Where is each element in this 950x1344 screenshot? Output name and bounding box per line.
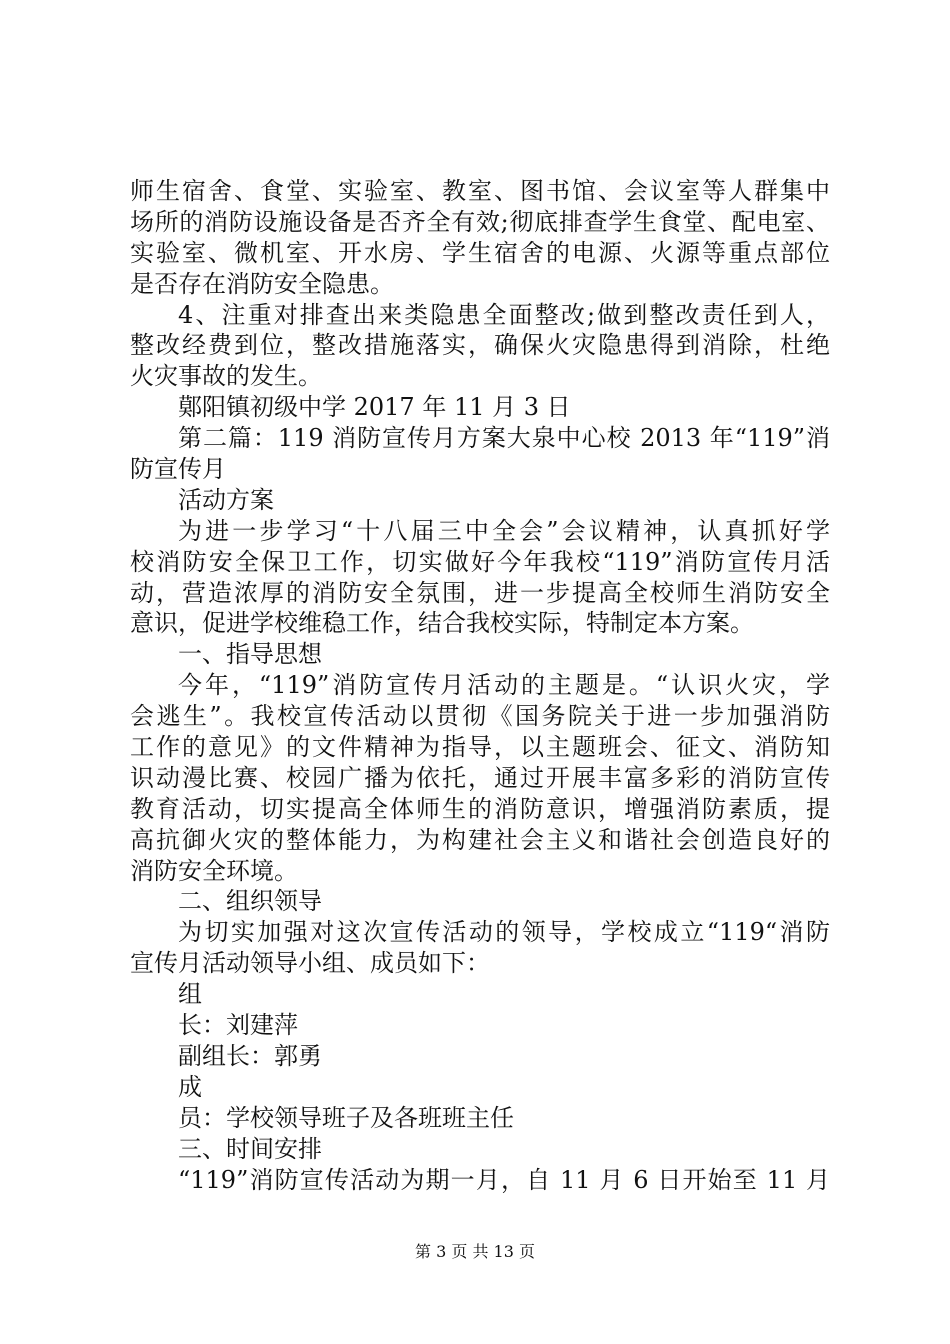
text-line: 三、时间安排 — [178, 1134, 322, 1163]
document-body — [130, 176, 830, 1195]
text-line: 校消防安全保卫工作，切实做好今年我校“119”消防宣传月活 — [130, 547, 830, 576]
text-line: 会逃生”。我校宣传活动以贯彻《国务院关于进一步加强消防 — [130, 702, 830, 731]
text-line: 为切实加强对这次宣传活动的领导，学校成立“119“消防 — [178, 918, 830, 947]
text-line: 识动漫比赛、校园广播为依托，通过开展丰富多彩的消防宣传 — [130, 763, 830, 792]
text-line: 场所的消防设施设备是否齐全有效;彻底排查学生食堂、配电室、 — [130, 207, 830, 236]
text-line: 宣传月活动领导小组、成员如下： — [130, 949, 490, 978]
text-line: 意识，促进学校维稳工作，结合我校实际，特制定本方案。 — [130, 609, 754, 638]
text-line: 成 — [178, 1072, 202, 1101]
text-line: 实验室、微机室、开水房、学生宿舍的电源、火源等重点部位 — [130, 238, 830, 267]
text-line: 组 — [178, 980, 202, 1009]
text-line: 副组长：郭勇 — [178, 1041, 322, 1070]
text-line: 动，营造浓厚的消防安全氛围，进一步提高全校师生消防安全 — [130, 578, 830, 607]
text-line: 是否存在消防安全隐患。 — [130, 269, 394, 298]
text-line: 二、组织领导 — [178, 887, 322, 916]
text-line: 4、注重对排查出来类隐患全面整改;做到整改责任到人， — [178, 300, 830, 329]
text-line: 消防安全环境。 — [130, 856, 298, 885]
text-line: 今年，“119”消防宣传月活动的主题是。“认识火灾，学 — [178, 671, 830, 700]
text-line: 师生宿舍、食堂、实验室、教室、图书馆、会议室等人群集中 — [130, 177, 830, 205]
text-line: 整改经费到位，整改措施落实，确保火灾隐患得到消除，杜绝 — [130, 331, 830, 360]
text-line: 一、指导思想 — [178, 640, 322, 669]
text-line: 鄚阳镇初级中学 2017 年 11 月 3 日 — [178, 393, 571, 422]
text-line: 为进一步学习“十八届三中全会”会议精神，认真抓好学 — [178, 516, 830, 545]
text-line: 活动方案 — [178, 485, 274, 514]
text-line: 教育活动，切实提高全体师生的消防意识，增强消防素质，提 — [130, 794, 830, 823]
text-line: 长：刘建萍 — [178, 1011, 298, 1040]
text-line: 防宣传月 — [130, 455, 226, 484]
text-line: 第二篇：119 消防宣传月方案大泉中心校 2013 年“119”消 — [178, 424, 830, 453]
text-line: 高抗御火灾的整体能力，为构建社会主义和谐社会创造良好的 — [130, 825, 830, 854]
text-line: 火灾事故的发生。 — [130, 362, 322, 391]
page-footer: 第 3 页 共 13 页 — [415, 1242, 535, 1261]
text-line: “119”消防宣传活动为期一月，自 11 月 6 日开始至 11 月 — [178, 1165, 830, 1194]
text-line: 员：学校领导班子及各班班主任 — [178, 1103, 514, 1132]
text-line: 工作的意见》的文件精神为指导，以主题班会、征文、消防知 — [130, 733, 830, 762]
